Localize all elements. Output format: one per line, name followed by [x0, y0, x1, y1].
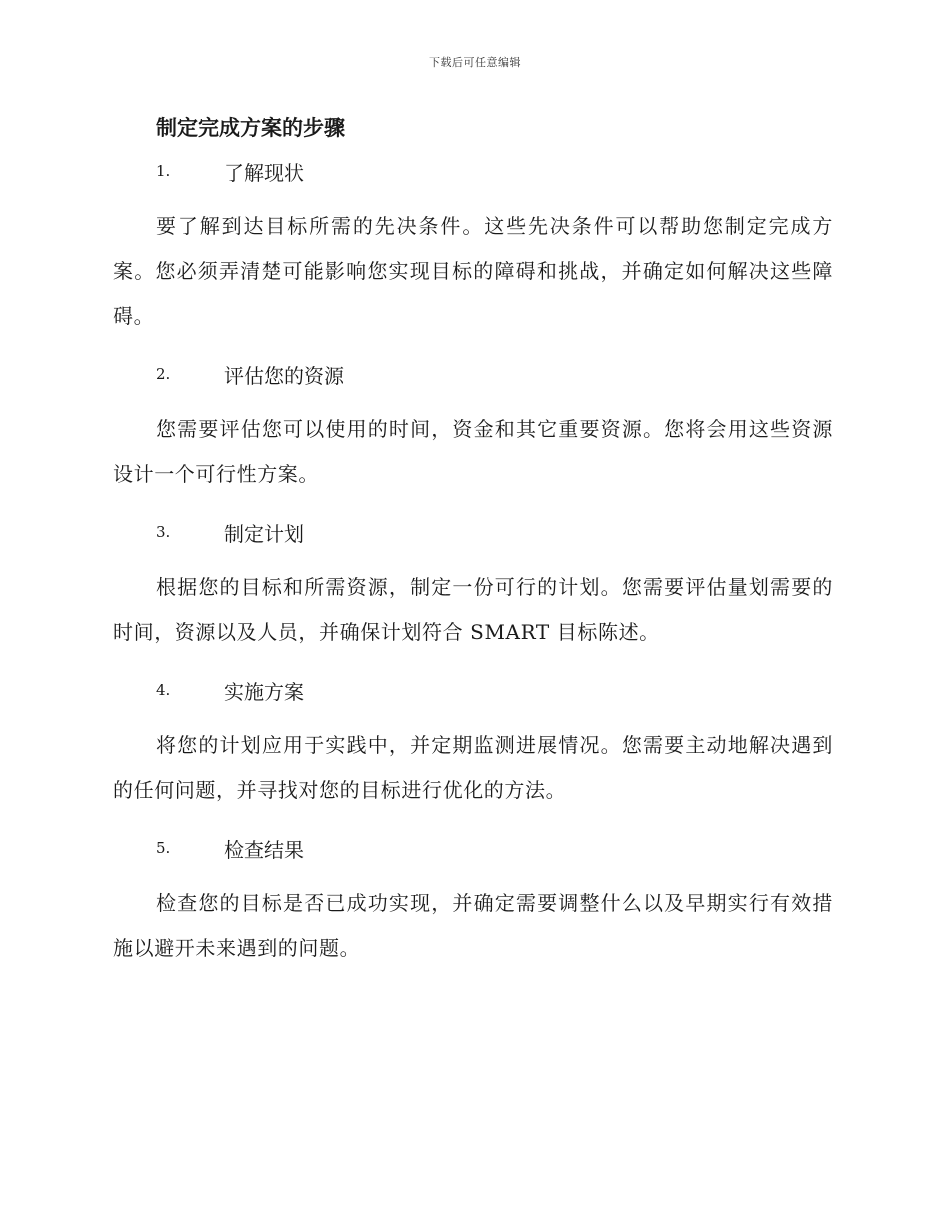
step-body: 将您的计划应用于实践中，并定期监测进展情况。您需要主动地解决遇到的任何问题，并寻找对您的目标进行优化的方法。	[113, 733, 833, 802]
step-title: 了解现状	[224, 160, 304, 185]
step-title: 评估您的资源	[224, 363, 344, 388]
step-heading	[156, 831, 833, 865]
step-number: 4.	[156, 681, 171, 699]
document-title: 制定完成方案的步骤	[156, 116, 345, 140]
step-title: 制定计划	[224, 521, 304, 546]
step-heading	[156, 154, 833, 188]
step-number: 2.	[156, 365, 171, 383]
step-number: 5.	[156, 839, 171, 857]
step-5	[113, 831, 833, 971]
step-3	[113, 515, 833, 655]
step-heading	[156, 357, 833, 391]
step-1	[113, 154, 833, 339]
step-title: 实施方案	[224, 679, 304, 704]
step-number: 1.	[156, 162, 171, 180]
step-body: 您需要评估您可以使用的时间，资金和其它重要资源。您将会用这些资源设计一个可行性方案。	[113, 417, 833, 486]
step-body: 检查您的目标是否已成功实现，并确定需要调整什么以及早期实行有效措施以避开未来遇到的问题。	[113, 891, 833, 960]
step-2	[113, 357, 833, 497]
document-content	[113, 110, 833, 971]
page-header: 下载后可任意编辑	[429, 56, 521, 69]
step-body: 根据您的目标和所需资源，制定一份可行的计划。您需要评估量划需要的时间，资源以及人员，并确保计划符合 SMART 目标陈述。	[113, 575, 833, 644]
step-4	[113, 673, 833, 813]
step-number: 3.	[156, 523, 171, 541]
step-heading	[156, 515, 833, 549]
step-heading	[156, 673, 833, 707]
step-body: 要了解到达目标所需的先决条件。这些先决条件可以帮助您制定完成方案。您必须弄清楚可能影响您实现目标的障碍和挑战，并确定如何解决这些障碍。	[113, 214, 833, 328]
step-title: 检查结果	[224, 837, 304, 862]
